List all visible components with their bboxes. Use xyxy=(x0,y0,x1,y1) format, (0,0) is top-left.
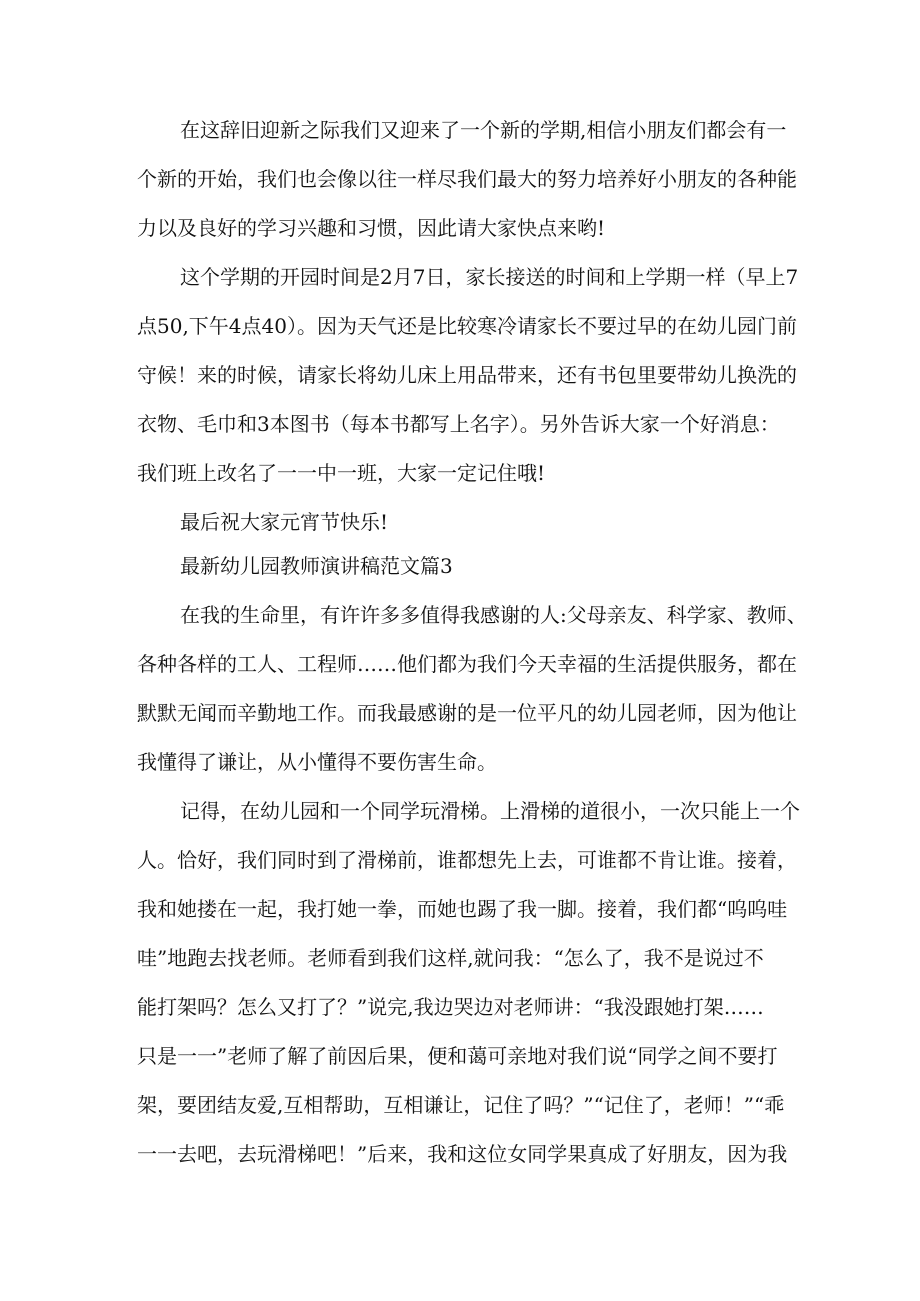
paragraph-line: 在这辞旧迎新之际我们又迎来了一个新的学期,相信小朋友们都会有一 xyxy=(180,118,787,142)
paragraph-line: 我和她搂在一起，我打她一拳，而她也踢了我一脚。接着，我们都“呜呜哇 xyxy=(137,897,788,921)
section-heading: 最新幼儿园教师演讲稿范文篇3 xyxy=(180,554,453,578)
paragraph-line: 架，要团结友爱,互相帮助，互相谦让，记住了吗？”“记住了，老师！”“乖 xyxy=(137,1093,785,1117)
paragraph-line: 最后祝大家元宵节快乐! xyxy=(180,510,389,534)
paragraph-line: 只是一一”老师了解了前因后果，便和蔼可亲地对我们说“同学之间不要打 xyxy=(137,1044,778,1068)
paragraph-line: 个新的开始，我们也会像以往一样尽我们最大的努力培养好小朋友的各种能 xyxy=(137,167,797,191)
paragraph-line: 记得，在幼儿园和一个同学玩滑梯。上滑梯的道很小，一次只能上一个 xyxy=(180,799,800,823)
paragraph-line: 衣物、毛巾和3本图书（每本书都写上名字）。另外告诉大家一个好消息： xyxy=(137,412,780,436)
paragraph-line: 人。恰好，我们同时到了滑梯前，谁都想先上去，可谁都不肯让谁。接着， xyxy=(137,848,797,872)
paragraph-line: 能打架吗？怎么又打了？”说完,我边哭边对老师讲：“我没跟她打架…… xyxy=(137,995,764,1019)
paragraph-line: 点50,下午4点40）。因为天气还是比较寒冷请家长不要过早的在幼儿园门前 xyxy=(137,314,797,338)
paragraph-line: 默默无闻而辛勤地工作。而我最感谢的是一位平凡的幼儿园老师，因为他让 xyxy=(137,701,797,725)
paragraph-line: 哇”地跑去找老师。老师看到我们这样,就问我：“怎么了，我不是说过不 xyxy=(137,946,764,970)
paragraph-line: 在我的生命里，有许许多多值得我感谢的人:父母亲友、科学家、教师、 xyxy=(180,603,807,627)
paragraph-line: 力以及良好的学习兴趣和习惯，因此请大家快点来哟! xyxy=(137,216,606,240)
paragraph-line: 一一去吧，去玩滑梯吧！”后来，我和这位女同学果真成了好朋友，因为我 xyxy=(137,1142,788,1166)
paragraph-line: 我们班上改名了一一中一班，大家一定记住哦! xyxy=(137,461,546,485)
paragraph-line: 这个学期的开园时间是2月7日，家长接送的时间和上学期一样（早上7 xyxy=(180,265,799,289)
paragraph-line: 各种各样的工人、工程师……他们都为我们今天幸福的生活提供服务，都在 xyxy=(137,652,797,676)
paragraph-line: 守候！来的时候，请家长将幼儿床上用品带来，还有书包里要带幼儿换洗的 xyxy=(137,363,797,387)
paragraph-line: 我懂得了谦让，从小懂得不要伤害生命。 xyxy=(137,750,497,774)
